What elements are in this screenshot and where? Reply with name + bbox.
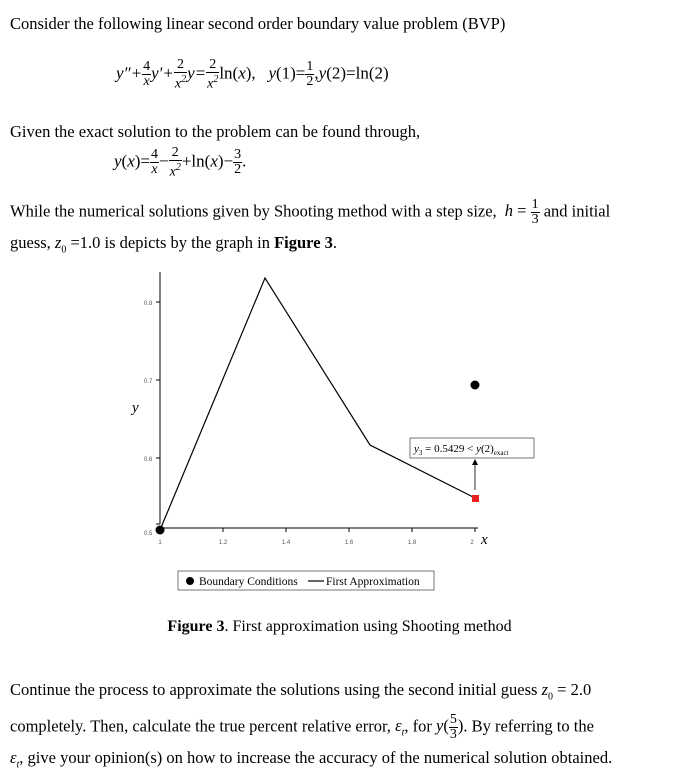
intro-line-3: While the numerical solutions given by Shooting method with a step size, h = $\frac{1}{3}$ and initial [10,197,611,227]
intro-line-4: guess, $z_0 =1.0$ is depicts by the graph in Figure 3. [10,233,338,256]
svg-text:1: 1 [158,540,162,546]
bvp-equation: y″+ $\frac{4}{x}$ y′+ $\frac{2}{x^2}$ y= $\frac{2}{x^2}$ ln(x), y(1)= $\frac{1}{2}$ ,y(2)=ln(2) [116,57,389,92]
boundary-condition-marker-start [156,526,165,535]
svg-text:x: x [481,532,488,548]
question-line-3: $\varepsilon_t$, give your opinion(s) on how to increase the accuracy of the numerical solution obtained. [10,748,613,771]
y3-endpoint-marker [472,495,479,502]
figure-caption: Figure 3. First approximation using Shooting method [167,618,512,635]
boundary-condition-marker-end [471,381,480,390]
intro-line-2: Given the exact solution to the problem can be found through, [10,122,421,141]
first-approximation-line [160,278,475,530]
svg-text:0.6: 0.6 [144,457,153,463]
question-line-1: Continue the process to approximate the solutions using the second initial guess $z_0 = 2.0$ [10,680,592,703]
chart-legend [178,571,434,590]
legend-boundary-conditions: Boundary Conditions [199,576,298,588]
y-axis [130,272,160,537]
intro-line-1: Consider the following linear second order boundary value problem (BVP) [10,14,506,33]
x-axis [158,528,488,548]
svg-text:0.5: 0.5 [144,531,153,537]
svg-text:1.8: 1.8 [407,540,417,546]
svg-text:0.7: 0.7 [144,379,153,385]
svg-text:1.6: 1.6 [344,540,354,546]
svg-text:0.8: 0.8 [144,301,153,307]
svg-text:2: 2 [470,540,474,546]
question-line-2: completely. Then, calculate the true percent relative error, $\varepsilon_t$, for y( $\frac{5}{3}$ ). By referring to the [10,712,594,742]
svg-text:y: y [132,400,139,416]
svg-text:1.4: 1.4 [281,540,291,546]
y3-annotation [410,438,534,490]
shooting-method-chart [110,262,540,602]
svg-text:y3 = 0.5429 < y(2)exact: $y_3 = 0.5429 < y(2)_{exact}$ [414,443,509,457]
legend-first-approximation: First Approximation [326,576,420,588]
exact-solution-equation: y(x)= $\frac{4}{x}$ − $\frac{2}{x^2}$ +ln(x)− $\frac{3}{2}$ . [114,145,247,180]
svg-text:1.2: 1.2 [218,540,228,546]
legend-boundary-marker-icon [186,577,194,585]
